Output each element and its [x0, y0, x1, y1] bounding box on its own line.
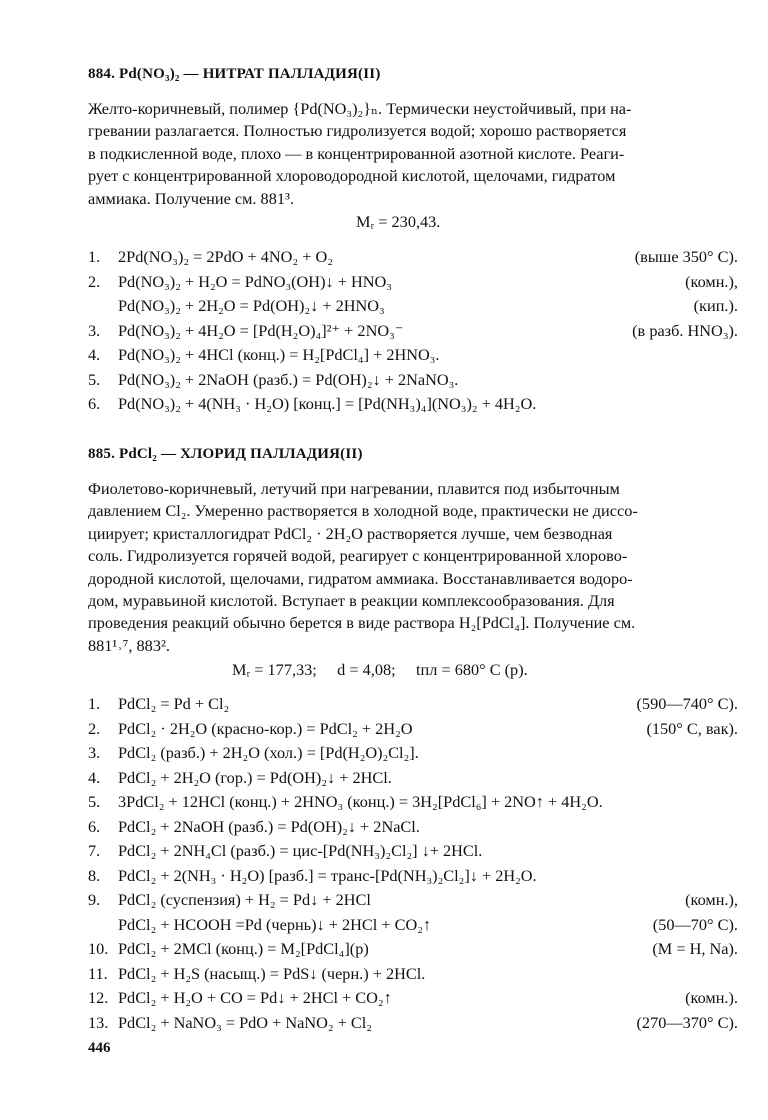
reaction-row — [88, 294, 738, 319]
description-line: рует с концентрированной хлороводородной кислотой, щелочами, гидратом — [88, 166, 616, 186]
reaction-condition: (590—740° C). — [636, 694, 738, 713]
reaction-row — [88, 692, 738, 717]
reaction-row — [88, 839, 738, 864]
description-line: соль. Гидролизуется горячей водой, реагирует с концентрированной хлорово- — [88, 546, 628, 566]
reaction-row — [88, 270, 738, 295]
reaction-equation: Pd(NO₃)₂ + 2NaOH (разб.) = Pd(OH)₂↓ + 2NaNO₃. — [118, 369, 459, 389]
reaction-row — [88, 368, 738, 393]
reaction-number: 2. — [88, 271, 101, 291]
reaction-condition: (50—70° C). — [652, 914, 738, 934]
constants-885: Mᵣ = 177,33; d = 4,08; tпл = 680° C (p). — [232, 660, 528, 679]
reaction-condition: (M = H, Na). — [652, 939, 738, 958]
reaction-equation: PdCl₂ (суспензия) + H₂ = Pd↓ + 2HCl — [118, 890, 371, 909]
reaction-number: 6. — [88, 816, 101, 836]
reaction-equation: PdCl₂ + 2(NH₃ · H₂O) [разб.] = транс-[Pd(NH₃)₂Cl₂]↓ + 2H₂O. — [118, 865, 537, 885]
description-line: гревании разлагается. Полностью гидролизуется водой; хорошо растворяется — [88, 121, 627, 141]
reaction-number: 3. — [88, 743, 101, 762]
reaction-row — [88, 245, 738, 270]
reaction-row — [88, 790, 738, 815]
reaction-number: 11. — [88, 963, 108, 983]
reaction-condition: (выше 350° C). — [634, 247, 738, 266]
description-line: давлением Cl₂. Умеренно растворяется в холодной воде, практически не диссо- — [88, 501, 638, 521]
reaction-equation: Pd(NO₃)₂ + 2H₂O = Pd(OH)₂↓ + 2HNO₃ — [118, 296, 385, 315]
reaction-list-885 — [88, 692, 738, 1035]
reaction-equation: Pd(NO₃)₂ + 4(NH₃ · H₂O) [конц.] = [Pd(NH₃)₄](NO₃)₂ + 4H₂O. — [118, 394, 537, 413]
reaction-equation: Pd(NO₃)₂ + 4HCl (конц.) = H₂[PdCl₄] + 2HNO₃. — [118, 345, 440, 364]
molar-mass-884: Mᵣ = 230,43. — [356, 212, 441, 231]
reaction-condition: (150° C, вак). — [646, 718, 738, 738]
reaction-number: 3. — [88, 320, 101, 340]
description-line: аммиака. Получение см. 881³. — [88, 188, 294, 208]
reaction-condition: (в разб. HNO₃). — [632, 320, 738, 340]
reaction-row — [88, 864, 738, 889]
reaction-condition: (комн.), — [685, 890, 738, 909]
reaction-row — [88, 392, 738, 417]
reaction-number: 7. — [88, 841, 101, 860]
reaction-number: 12. — [88, 988, 109, 1007]
reaction-equation: PdCl₂ (разб.) + 2H₂O (хол.) = [Pd(H₂O)₂Cl₂]. — [118, 743, 419, 762]
description-line: в подкисленной воде, плохо — в концентрированной азотной кислоте. Реаги- — [88, 143, 625, 163]
reaction-equation: PdCl₂ + 2MCl (конц.) = M₂[PdCl₄](p) — [118, 939, 369, 958]
section-description-885 — [88, 478, 738, 657]
reaction-number: 8. — [88, 865, 101, 885]
reaction-row — [88, 766, 738, 791]
section-heading-885: 885. PdCl₂ — ХЛОРИД ПАЛЛАДИЯ(II) — [88, 446, 363, 462]
reaction-row — [88, 717, 738, 742]
reaction-row — [88, 962, 738, 987]
reaction-number: 2. — [88, 718, 101, 738]
reaction-number: 1. — [88, 247, 101, 266]
reaction-equation: 3PdCl₂ + 12HCl (конц.) + 2HNO₃ (конц.) = 3H₂[PdCl₆] + 2NO↑ + 4H₂O. — [118, 792, 603, 811]
section-heading-884: 884. Pd(NO₃)₂ — НИТРАТ ПАЛЛАДИЯ(II) — [88, 66, 381, 82]
reaction-equation: PdCl₂ + H₂O + CO = Pd↓ + 2HCl + CO₂↑ — [118, 988, 392, 1007]
reaction-condition: (комн.). — [685, 988, 738, 1007]
description-line: циирует; кристаллогидрат PdCl₂ · 2H₂O растворяется лучше, чем безводная — [88, 523, 613, 543]
reaction-number: 13. — [88, 1012, 109, 1032]
reaction-equation: 2Pd(NO₃)₂ = 2PdO + 4NO₂ + O₂ — [118, 247, 333, 266]
description-line: дородной кислотой, щелочами, гидратом аммиака. Восстанавливается водоро- — [88, 568, 633, 588]
reaction-row — [88, 913, 738, 938]
reaction-list-884 — [88, 245, 738, 417]
reaction-condition: (кип.). — [693, 296, 738, 315]
reaction-number: 9. — [88, 890, 101, 909]
page-number: 446 — [88, 1040, 111, 1056]
reaction-equation: Pd(NO₃)₂ + 4H₂O = [Pd(H₂O)₄]²⁺ + 2NO₃⁻ — [118, 320, 404, 340]
reaction-row — [88, 343, 738, 368]
reaction-row — [88, 815, 738, 840]
reaction-row — [88, 937, 738, 962]
reaction-row — [88, 1011, 738, 1036]
reaction-equation: PdCl₂ + NaNO₃ = PdO + NaNO₂ + Cl₂ — [118, 1012, 372, 1032]
reaction-number: 4. — [88, 767, 101, 787]
reaction-number: 1. — [88, 694, 101, 713]
reaction-equation: PdCl₂ + 2NH₄Cl (разб.) = цис-[Pd(NH₃)₂Cl₂] ↓+ 2HCl. — [118, 841, 483, 860]
reaction-row — [88, 986, 738, 1011]
reaction-condition: (270—370° C). — [636, 1012, 738, 1032]
reaction-equation: PdCl₂ = Pd + Cl₂ — [118, 694, 230, 713]
reaction-condition: (комн.), — [685, 271, 738, 291]
reaction-row — [88, 319, 738, 344]
reaction-equation: PdCl₂ + H₂S (насыщ.) = PdS↓ (черн.) + 2HCl. — [118, 963, 426, 983]
description-line: 881¹˒⁷, 883². — [88, 635, 170, 655]
reaction-number: 4. — [88, 345, 101, 364]
section-description-884 — [88, 98, 738, 210]
reaction-row — [88, 888, 738, 913]
reaction-number: 10. — [88, 939, 109, 958]
reaction-equation: PdCl₂ + 2NaOH (разб.) = Pd(OH)₂↓ + 2NaCl. — [118, 816, 420, 836]
reaction-equation: PdCl₂ · 2H₂O (красно-кор.) = PdCl₂ + 2H₂O — [118, 718, 413, 738]
reaction-number: 5. — [88, 792, 101, 811]
description-line: дом, муравьиной кислотой. Вступает в реакции комплексообразования. Для — [88, 591, 615, 611]
reaction-equation: Pd(NO₃)₂ + H₂O = PdNO₃(OH)↓ + HNO₃ — [118, 271, 392, 291]
reaction-number: 5. — [88, 369, 101, 389]
reaction-number: 6. — [88, 394, 101, 413]
reaction-equation: PdCl₂ + 2H₂O (гор.) = Pd(OH)₂↓ + 2HCl. — [118, 767, 392, 787]
reaction-equation: PdCl₂ + HCOOH =Pd (чернь)↓ + 2HCl + CO₂↑ — [118, 914, 432, 934]
description-line: Желто-коричневый, полимер {Pd(NO₃)₂}ₙ. Термически неустойчивый, при на- — [88, 99, 632, 118]
reaction-row — [88, 741, 738, 766]
description-line: проведения реакций обычно берется в виде раствора H₂[PdCl₄]. Получение см. — [88, 613, 636, 633]
description-line: Фиолетово-коричневый, летучий при нагревании, плавится под избыточным — [88, 479, 620, 498]
